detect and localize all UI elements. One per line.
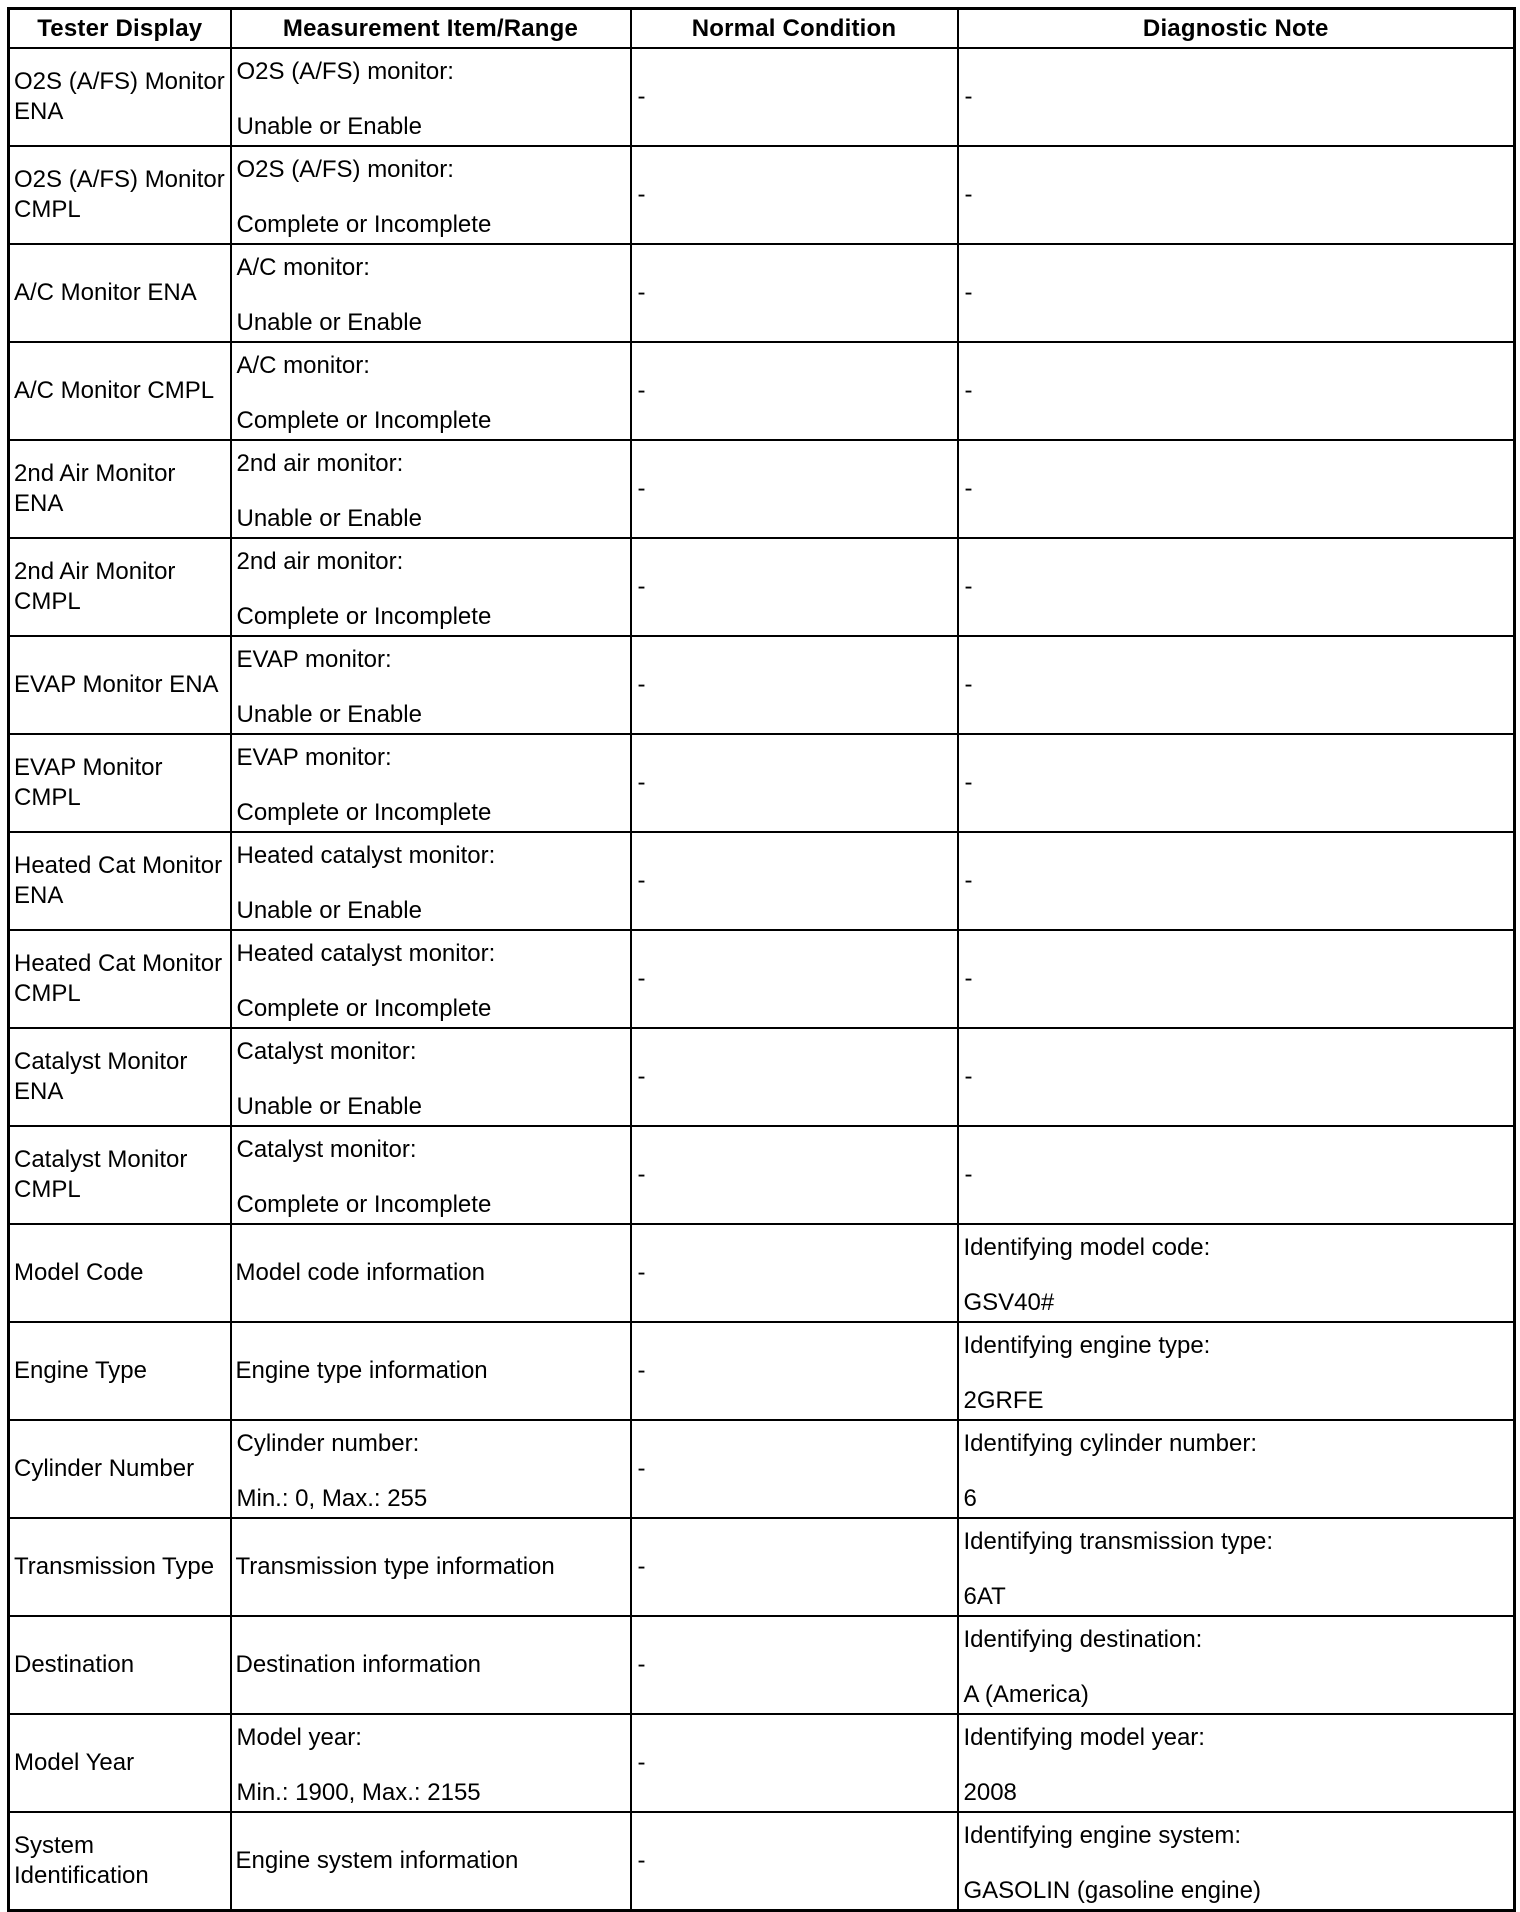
table-row (9, 342, 1515, 440)
measurement-label: Heated catalyst monitor: (236, 940, 496, 967)
measurement-range: Min.: 1900, Max.: 2155 (236, 1779, 481, 1806)
cell-measurement-item (231, 48, 631, 146)
cell-normal-condition: - (631, 1420, 958, 1518)
measurement-range: Complete or Incomplete (236, 603, 492, 630)
cell-measurement-item (231, 832, 631, 930)
cell-tester-display: EVAP Monitor CMPL (9, 734, 231, 832)
cell-measurement-item (231, 244, 631, 342)
note-label: Identifying model code: (963, 1234, 1211, 1261)
table-row (9, 1714, 1515, 1812)
measurement-label: O2S (A/FS) monitor: (236, 58, 454, 85)
table-row (9, 930, 1515, 1028)
cell-diagnostic-note: - (958, 440, 1515, 538)
measurement-range: Complete or Incomplete (236, 407, 492, 434)
measurement-range: Unable or Enable (236, 505, 422, 532)
cell-diagnostic-note: - (958, 832, 1515, 930)
cell-measurement-item: Model code information (231, 1224, 631, 1322)
cell-normal-condition: - (631, 538, 958, 636)
cell-diagnostic-note (958, 1616, 1515, 1714)
cell-tester-display: EVAP Monitor ENA (9, 636, 231, 734)
table-row (9, 1028, 1515, 1126)
cell-tester-display: A/C Monitor ENA (9, 244, 231, 342)
header-diagnostic-note: Diagnostic Note (958, 9, 1515, 49)
cell-normal-condition: - (631, 1812, 958, 1911)
table-row (9, 1518, 1515, 1616)
measurement-range: Unable or Enable (236, 113, 422, 140)
cell-tester-display: 2nd Air Monitor CMPL (9, 538, 231, 636)
cell-diagnostic-note (958, 1812, 1515, 1911)
table-row (9, 244, 1515, 342)
note-label: Identifying cylinder number: (963, 1430, 1257, 1457)
cell-measurement-item: Engine type information (231, 1322, 631, 1420)
cell-measurement-item (231, 636, 631, 734)
cell-diagnostic-note: - (958, 1126, 1515, 1224)
cell-measurement-item (231, 1028, 631, 1126)
diagnostic-data-table (7, 7, 1516, 1912)
cell-normal-condition: - (631, 832, 958, 930)
cell-normal-condition: - (631, 1616, 958, 1714)
cell-diagnostic-note: - (958, 538, 1515, 636)
cell-diagnostic-note (958, 1714, 1515, 1812)
cell-diagnostic-note: - (958, 244, 1515, 342)
table-row (9, 1126, 1515, 1224)
cell-measurement-item (231, 538, 631, 636)
note-label: Identifying transmission type: (963, 1528, 1273, 1555)
cell-diagnostic-note: - (958, 734, 1515, 832)
note-value: 6AT (963, 1583, 1006, 1610)
cell-normal-condition: - (631, 1224, 958, 1322)
cell-diagnostic-note (958, 1420, 1515, 1518)
cell-measurement-item: Destination information (231, 1616, 631, 1714)
cell-tester-display: Catalyst Monitor ENA (9, 1028, 231, 1126)
table-row (9, 832, 1515, 930)
note-value: GASOLIN (gasoline engine) (963, 1877, 1261, 1904)
cell-tester-display: Model Code (9, 1224, 231, 1322)
cell-tester-display: O2S (A/FS) Monitor ENA (9, 48, 231, 146)
table-row (9, 1322, 1515, 1420)
note-label: Identifying destination: (963, 1626, 1203, 1653)
note-label: Identifying engine type: (963, 1332, 1211, 1359)
table-header-row (9, 9, 1515, 49)
measurement-range: Unable or Enable (236, 1093, 422, 1120)
table-row (9, 1420, 1515, 1518)
measurement-label: O2S (A/FS) monitor: (236, 156, 454, 183)
measurement-label: EVAP monitor: (236, 646, 392, 673)
cell-measurement-item (231, 342, 631, 440)
table-row (9, 538, 1515, 636)
cell-normal-condition: - (631, 930, 958, 1028)
note-value: A (America) (963, 1681, 1089, 1708)
cell-measurement-item (231, 734, 631, 832)
measurement-range: Complete or Incomplete (236, 1191, 492, 1218)
measurement-label: 2nd air monitor: (236, 548, 404, 575)
cell-diagnostic-note (958, 1322, 1515, 1420)
cell-normal-condition: - (631, 146, 958, 244)
cell-diagnostic-note: - (958, 1028, 1515, 1126)
measurement-label: Model year: (236, 1724, 362, 1751)
measurement-label: EVAP monitor: (236, 744, 392, 771)
note-value: GSV40# (963, 1289, 1055, 1316)
measurement-label: Cylinder number: (236, 1430, 420, 1457)
note-label: Identifying model year: (963, 1724, 1205, 1751)
cell-tester-display: Cylinder Number (9, 1420, 231, 1518)
cell-tester-display: Catalyst Monitor CMPL (9, 1126, 231, 1224)
cell-measurement-item (231, 146, 631, 244)
cell-tester-display: A/C Monitor CMPL (9, 342, 231, 440)
measurement-range: Unable or Enable (236, 309, 422, 336)
measurement-label: Heated catalyst monitor: (236, 842, 496, 869)
table-row (9, 440, 1515, 538)
cell-normal-condition: - (631, 440, 958, 538)
header-normal-condition: Normal Condition (631, 9, 958, 49)
cell-measurement-item (231, 930, 631, 1028)
cell-tester-display: 2nd Air Monitor ENA (9, 440, 231, 538)
cell-diagnostic-note: - (958, 146, 1515, 244)
cell-diagnostic-note: - (958, 636, 1515, 734)
note-value: 2008 (963, 1779, 1017, 1806)
cell-measurement-item (231, 1420, 631, 1518)
table-row (9, 146, 1515, 244)
cell-diagnostic-note: - (958, 48, 1515, 146)
cell-tester-display: Destination (9, 1616, 231, 1714)
table-row (9, 1616, 1515, 1714)
header-tester-display: Tester Display (9, 9, 231, 49)
cell-tester-display: Heated Cat Monitor ENA (9, 832, 231, 930)
cell-normal-condition: - (631, 342, 958, 440)
cell-measurement-item: Transmission type information (231, 1518, 631, 1616)
cell-tester-display: Transmission Type (9, 1518, 231, 1616)
header-measurement-item-range: Measurement Item/Range (231, 9, 631, 49)
table-row (9, 734, 1515, 832)
measurement-range: Unable or Enable (236, 701, 422, 728)
table-row (9, 1812, 1515, 1911)
measurement-range: Unable or Enable (236, 897, 422, 924)
cell-tester-display: Model Year (9, 1714, 231, 1812)
cell-diagnostic-note: - (958, 342, 1515, 440)
table-row (9, 48, 1515, 146)
cell-tester-display: Heated Cat Monitor CMPL (9, 930, 231, 1028)
cell-diagnostic-note (958, 1224, 1515, 1322)
measurement-range: Complete or Incomplete (236, 799, 492, 826)
cell-tester-display: Engine Type (9, 1322, 231, 1420)
cell-tester-display: System Identification (9, 1812, 231, 1911)
cell-measurement-item (231, 440, 631, 538)
measurement-range: Min.: 0, Max.: 255 (236, 1485, 428, 1512)
cell-diagnostic-note (958, 1518, 1515, 1616)
measurement-label: 2nd air monitor: (236, 450, 404, 477)
measurement-range: Complete or Incomplete (236, 995, 492, 1022)
measurement-label: Catalyst monitor: (236, 1136, 417, 1163)
table-row (9, 636, 1515, 734)
cell-normal-condition: - (631, 244, 958, 342)
table-body (9, 48, 1515, 1911)
note-value: 6 (963, 1485, 977, 1512)
measurement-range: Complete or Incomplete (236, 211, 492, 238)
cell-tester-display: O2S (A/FS) Monitor CMPL (9, 146, 231, 244)
table-row (9, 1224, 1515, 1322)
cell-diagnostic-note: - (958, 930, 1515, 1028)
cell-measurement-item (231, 1126, 631, 1224)
measurement-label: A/C monitor: (236, 254, 370, 281)
measurement-label: Catalyst monitor: (236, 1038, 417, 1065)
document-sheet (7, 7, 1513, 1912)
cell-normal-condition: - (631, 1518, 958, 1616)
cell-normal-condition: - (631, 48, 958, 146)
cell-normal-condition: - (631, 734, 958, 832)
note-label: Identifying engine system: (963, 1822, 1241, 1849)
cell-normal-condition: - (631, 636, 958, 734)
cell-normal-condition: - (631, 1126, 958, 1224)
note-value: 2GRFE (963, 1387, 1044, 1414)
cell-normal-condition: - (631, 1028, 958, 1126)
cell-measurement-item (231, 1714, 631, 1812)
cell-normal-condition: - (631, 1322, 958, 1420)
cell-measurement-item: Engine system information (231, 1812, 631, 1911)
cell-normal-condition: - (631, 1714, 958, 1812)
measurement-label: A/C monitor: (236, 352, 370, 379)
